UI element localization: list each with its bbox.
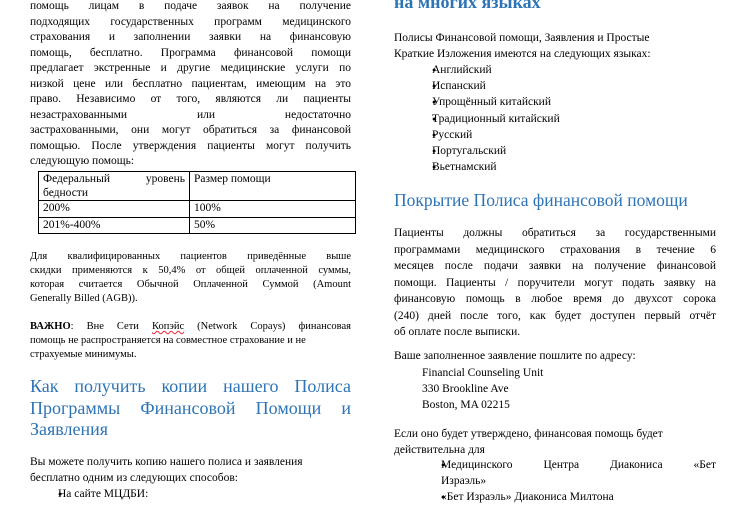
language-label: Португальский [432, 145, 507, 158]
coverage-paragraph [394, 225, 716, 341]
table-header-cell: Федеральный уровень бедности [39, 172, 190, 201]
para-line: действительна для [394, 443, 485, 456]
para-line: (240) дней после того, как будет доступен первый отчёт [394, 309, 716, 322]
facilities-list [413, 458, 716, 506]
list-item [413, 490, 716, 506]
address-line: Boston, MA 02215 [422, 399, 510, 411]
para-line: право. Независимо от того, являются ли пациенты [30, 93, 351, 105]
agb-paragraph [30, 250, 351, 306]
language-label: Английский [432, 64, 492, 76]
table-cell: 201%-400% [39, 217, 190, 234]
language-label: Традиционный китайский [432, 112, 560, 125]
mail-instruction: Ваше заполненное заявление пошлите по адресу: [394, 350, 636, 362]
heading-line: Программы Финансовой Помощи и [30, 397, 351, 418]
list-item [30, 487, 351, 503]
list-item [413, 159, 713, 175]
para-line: Пациенты должны обратиться за государственными [394, 227, 716, 239]
heading-line: Как получить копии нашего Полиса [30, 376, 351, 396]
table-row [39, 217, 356, 234]
important-note [30, 320, 351, 362]
para-line: страхования и заполнении заявки на финансовую [30, 31, 351, 43]
para-line: скидки применяются к 50,4% от общей оплаченной суммы, [30, 265, 351, 276]
para-line: помощь, бесплатно. Программа финансовой помощи [30, 46, 351, 59]
languages-intro [394, 31, 716, 62]
list-item [413, 143, 713, 159]
para-line: Generally Billed (AGB)). [30, 293, 138, 304]
approval-paragraph [394, 427, 716, 458]
important-line: помощь не распространяется на совместное страхование и не [30, 335, 306, 346]
language-label: Испанский [432, 80, 486, 93]
address-line: Financial Counseling Unit [422, 367, 544, 379]
table-cell: 50% [190, 217, 356, 234]
para-line: предлагает экстренные и другие медицинские услуги по [30, 62, 351, 74]
para-line: которая считается Обычной Оплаченной Суммой (Amount [30, 279, 351, 290]
para-line: Вы можете получить копию нашего полиса и заявления [30, 456, 303, 468]
language-label: Вьетнамский [432, 161, 497, 174]
para-line: Полисы Финансовой помощи, Заявления и Простые [394, 32, 650, 44]
address-line: 330 Brookline Ave [422, 383, 509, 395]
copies-list [30, 487, 351, 503]
list-item-label: На сайте МЦДБИ: [58, 488, 149, 500]
para-line: финансовую помощь в любое время до двухсот сорока [394, 293, 716, 305]
languages-list [413, 62, 713, 175]
table-cell: 100% [190, 201, 356, 218]
para-line: помощи. Пациенты / поручители могут подать заявку на [394, 276, 716, 289]
section-heading-coverage: Покрытие Полиса финансовой помощи [394, 190, 688, 210]
assistance-paragraph [30, 0, 351, 170]
para-line: помощь лицам в подаче заявок на получение [30, 0, 351, 12]
section-heading-copies [30, 376, 351, 441]
para-line: Если оно будет утверждено, финансовая помощь будет [394, 428, 663, 440]
table-cell: 200% [39, 201, 190, 218]
important-text: : Вне Сети [70, 321, 152, 332]
list-item [413, 62, 713, 78]
para-line: помощью. После утверждения пациенты могут получить [30, 139, 351, 152]
para-line: программами медицинского страхования в течение 6 [394, 243, 716, 256]
table-header-cell: Размер помощи [190, 172, 356, 201]
poverty-level-table [38, 171, 356, 234]
section-heading-languages: на многих языках [394, 0, 541, 12]
para-line: об оплате после выписки. [394, 326, 521, 338]
misspelled-word: Копэйс [151, 321, 185, 332]
list-item [413, 458, 716, 489]
para-line: бесплатно одним из следующих способов: [30, 471, 238, 484]
table-row [39, 201, 356, 218]
para-line: следующую помощь: [30, 155, 135, 167]
important-label: ВАЖНО [30, 321, 71, 332]
heading-line: Заявления [30, 419, 109, 439]
facility-line: ● Медицинского Центра Диакониса «Бет [441, 459, 716, 471]
para-line: Краткие Изложения имеются на следующих языках: [394, 47, 651, 60]
important-line [30, 320, 351, 334]
para-line: незастрахованными или недостаточно [30, 108, 351, 121]
list-item [413, 94, 713, 110]
list-item [413, 78, 713, 94]
para-line: месяцев после подачи заявки на получение финансовой [394, 260, 716, 272]
important-text: (Network Copays) финансовая [184, 321, 351, 332]
copies-paragraph [30, 455, 351, 486]
para-line: застрахованными, они могут обратиться за финансовой [30, 124, 351, 136]
para-line: Для квалифицированных пациентов приведённые выше [30, 251, 351, 262]
important-line: страхуемые минимумы. [30, 349, 137, 360]
language-label: Упрощённый китайский [432, 96, 551, 109]
language-label: Русский [432, 128, 473, 141]
table-header-row [39, 172, 356, 201]
para-line: подходящих государственных программ медицинского [30, 15, 351, 28]
facility-line: ● «Бет Израэль» Диакониса Милтона [441, 491, 614, 503]
mailing-address [422, 365, 543, 413]
list-item [413, 111, 713, 127]
para-line: низкой цене или бесплатно пациентам, имеющим на это [30, 77, 351, 90]
facility-line: Израэль» [441, 474, 487, 487]
list-item [413, 127, 713, 143]
